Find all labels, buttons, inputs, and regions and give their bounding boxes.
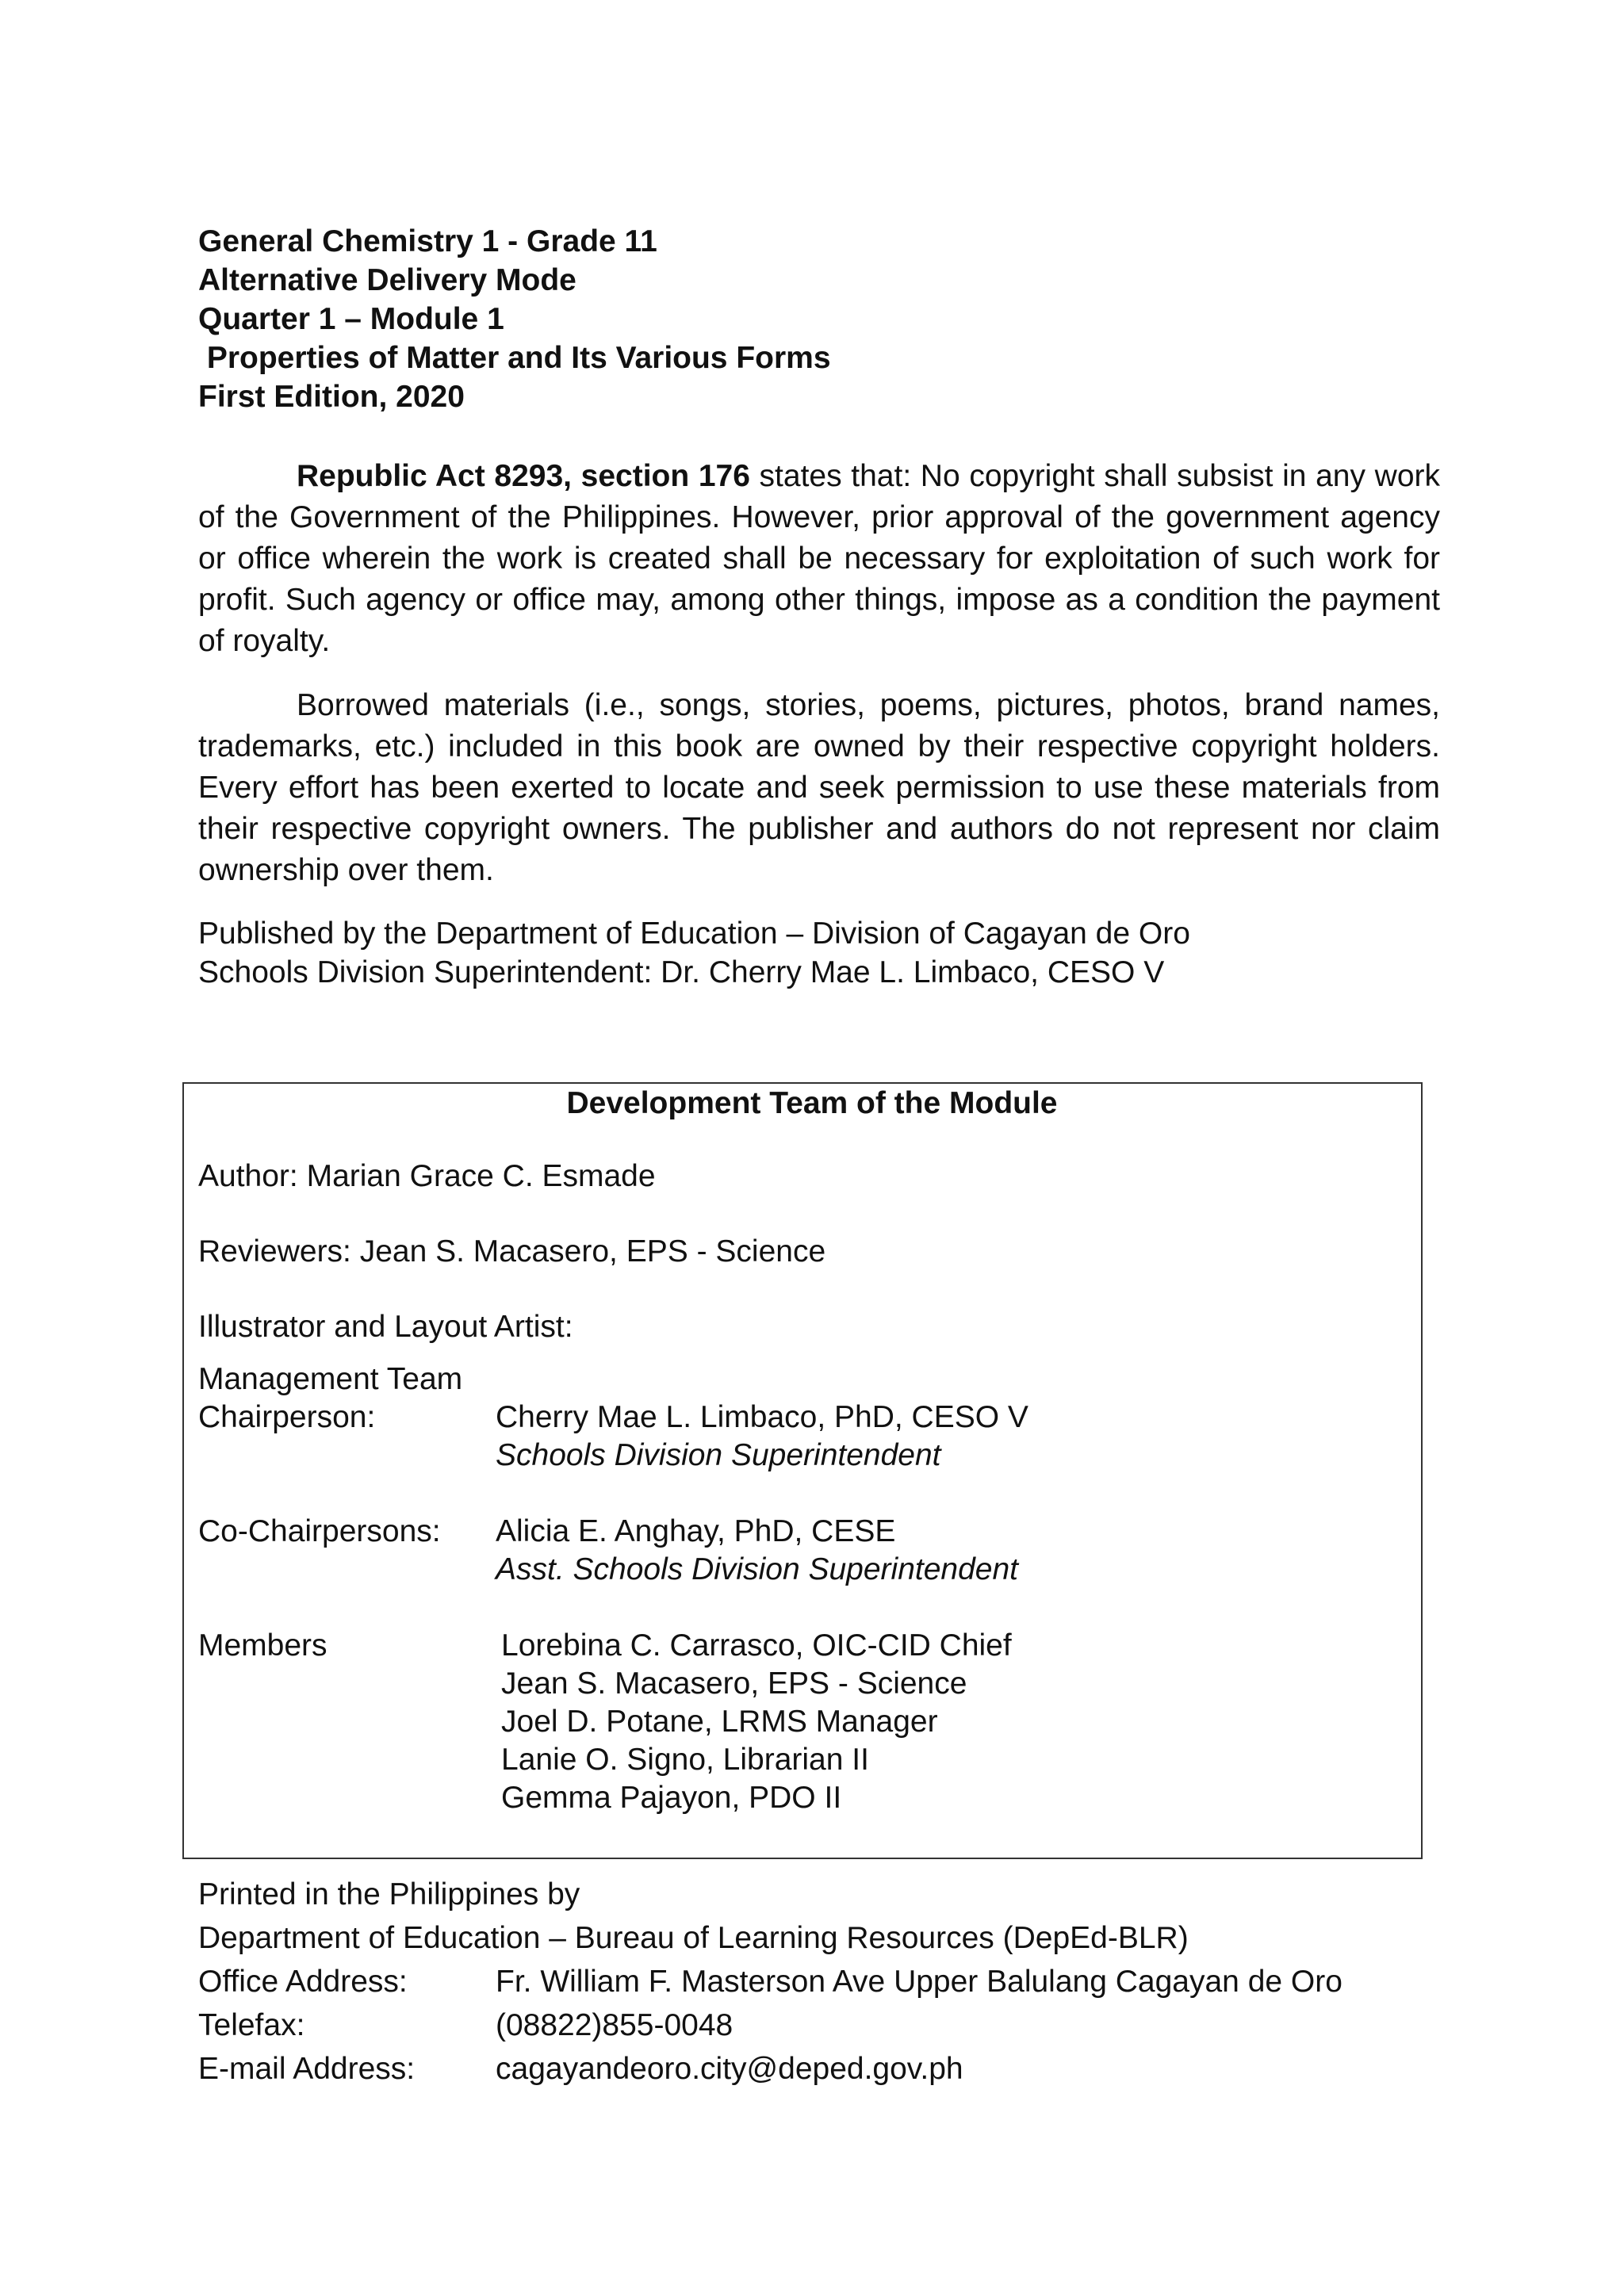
office-address-value: Fr. William F. Masterson Ave Upper Balulang Cagayan de Oro bbox=[496, 1965, 1342, 1999]
printed-in: Printed in the Philippines by bbox=[198, 1877, 580, 1911]
delivery-mode: Alternative Delivery Mode bbox=[198, 263, 576, 297]
member-item: Gemma Pajayon, PDO II bbox=[501, 1781, 842, 1815]
republic-act-ref: Republic Act 8293, section 176 bbox=[297, 459, 750, 493]
edition: First Edition, 2020 bbox=[198, 380, 465, 414]
reviewers-line: Reviewers: Jean S. Macasero, EPS - Science bbox=[198, 1234, 826, 1269]
subject-title: General Chemistry 1 - Grade 11 bbox=[198, 224, 657, 258]
member-item: Joel D. Potane, LRMS Manager bbox=[501, 1705, 938, 1739]
member-item: Lanie O. Signo, Librarian II bbox=[501, 1743, 869, 1777]
copyright-paragraph bbox=[198, 456, 1440, 662]
deped-blr: Department of Education – Bureau of Learning Resources (DepEd-BLR) bbox=[198, 1921, 1189, 1955]
office-address-label: Office Address: bbox=[198, 1965, 408, 1999]
module-title: Properties of Matter and Its Various Forms bbox=[198, 341, 831, 375]
borrowed-materials-paragraph: Borrowed materials (i.e., songs, stories, poems, pictures, photos, brand names, trademarks, etc.) included in this book are owned by their respective copyright holders. Every effort has been exerted to locate and seek permission to use these materials from their respective copyright owners. The publisher and authors do not represent nor claim ownership over them. bbox=[198, 688, 1440, 887]
chairperson-name: Cherry Mae L. Limbaco, PhD, CESO V bbox=[496, 1400, 1028, 1434]
chairperson-label: Chairperson: bbox=[198, 1400, 376, 1434]
member-item: Lorebina C. Carrasco, OIC-CID Chief bbox=[501, 1628, 1012, 1663]
illustrator-line: Illustrator and Layout Artist: bbox=[198, 1310, 573, 1344]
co-chairperson-name: Alicia E. Anghay, PhD, CESE bbox=[496, 1514, 896, 1548]
superintendent-line: Schools Division Superintendent: Dr. Cherry Mae L. Limbaco, CESO V bbox=[198, 955, 1165, 989]
module-header bbox=[198, 222, 831, 416]
email-address-value: cagayandeoro.city@deped.gov.ph bbox=[496, 2052, 963, 2086]
telefax-value: (08822)855-0048 bbox=[496, 2008, 733, 2042]
telefax-label: Telefax: bbox=[198, 2008, 305, 2042]
co-chairpersons-label: Co-Chairpersons: bbox=[198, 1514, 441, 1548]
management-team-label: Management Team bbox=[198, 1362, 463, 1396]
author-line: Author: Marian Grace C. Esmade bbox=[198, 1159, 656, 1193]
email-address-label: E-mail Address: bbox=[198, 2052, 416, 2086]
copyright-text: states that: No copyright shall subsist in any work of the Government of the Philippines. However, prior approval of the government agency or office wherein the work is created shall be necessary for exploitation of such work for profit. Such agency or office may, among other things, impose as a condition the payment of royalty. bbox=[198, 459, 1440, 658]
quarter-module: Quarter 1 – Module 1 bbox=[198, 302, 504, 336]
chairperson-title: Schools Division Superintendent bbox=[496, 1438, 941, 1472]
development-team-title: Development Team of the Module bbox=[566, 1086, 1058, 1120]
co-chairperson-title: Asst. Schools Division Superintendent bbox=[496, 1552, 1019, 1586]
member-item: Jean S. Macasero, EPS - Science bbox=[501, 1667, 967, 1701]
published-by: Published by the Department of Education – Division of Cagayan de Oro bbox=[198, 916, 1190, 951]
members-label: Members bbox=[198, 1628, 327, 1663]
publisher-info bbox=[198, 914, 1190, 992]
